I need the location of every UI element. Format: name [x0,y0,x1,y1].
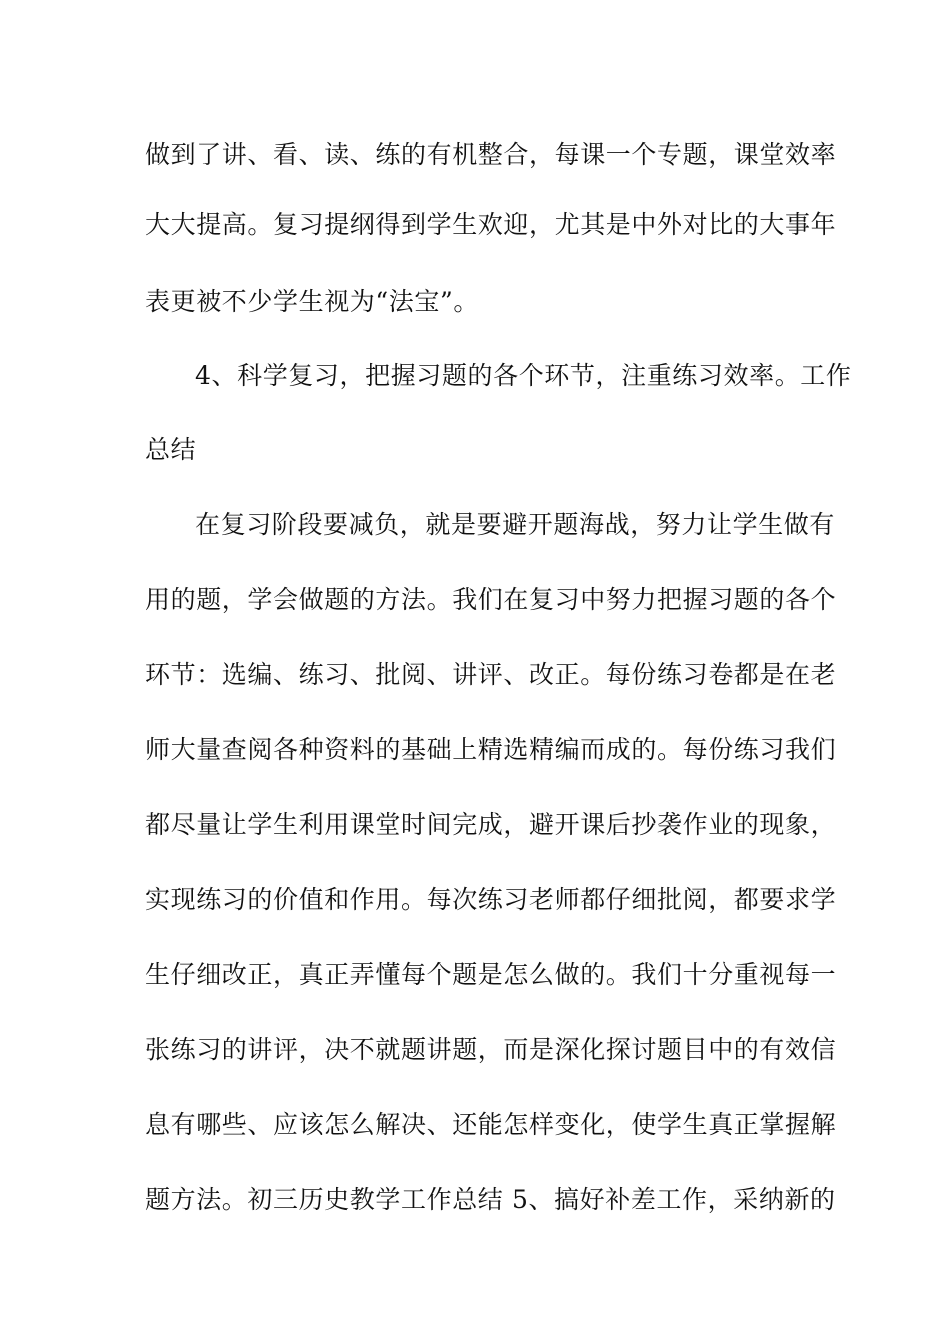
text-line: 题方法。初三历史教学工作总结 5、搞好补差工作，采纳新的 [145,1185,836,1214]
text-line: 大大提高。复习提纲得到学生欢迎，尤其是中外对比的大事年 [145,210,837,239]
text-line: 用的题，学会做题的方法。我们在复习中努力把握习题的各个 [145,585,837,614]
text-line: 生仔细改正，真正弄懂每个题是怎么做的。我们十分重视每一 [145,960,837,989]
text-line: 息有哪些、应该怎么解决、还能怎样变化，使学生真正掌握解 [145,1110,837,1139]
text-line: 师大量查阅各种资料的基础上精选精编而成的。每份练习我们 [145,735,837,764]
text-line: 表更被不少学生视为“法宝”。 [145,287,479,316]
text-line: 在复习阶段要减负，就是要避开题海战，努力让学生做有 [195,510,836,539]
text-line: 做到了讲、看、读、练的有机整合，每课一个专题，课堂效率 [145,140,837,169]
text-line: 环节：选编、练习、批阅、讲评、改正。每份练习卷都是在老 [145,660,837,689]
text-line: 张练习的讲评，决不就题讲题，而是深化探讨题目中的有效信 [145,1035,837,1064]
text-line: 实现练习的价值和作用。每次练习老师都仔细批阅，都要求学 [145,885,837,914]
text-line: 总结 [145,435,197,464]
text-line: 都尽量让学生利用课堂时间完成，避开课后抄袭作业的现象， [145,810,837,839]
text-line: 4、科学复习，把握习题的各个环节，注重练习效率。工作 [195,361,852,390]
